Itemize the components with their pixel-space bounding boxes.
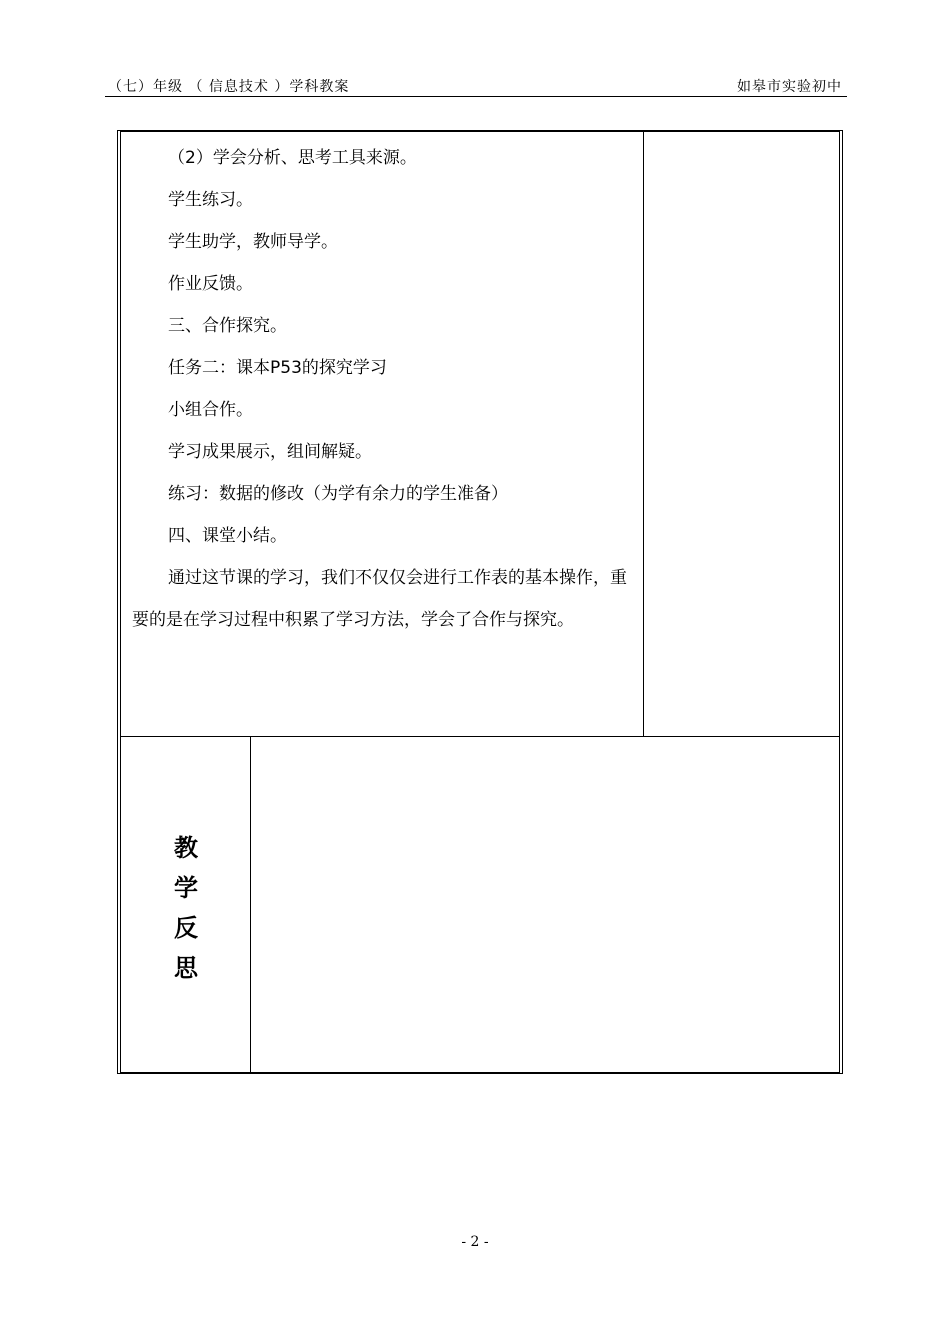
lesson-paragraph: 三、合作探究。 [168, 316, 287, 336]
header-school: 如皋市实验初中 [737, 79, 842, 95]
lesson-paragraph: 任务二：课本P53的探究学习 [168, 358, 387, 378]
header-title: （七）年级 （ 信息技术 ）学科教案 [108, 79, 350, 95]
lesson-paragraph: 练习：数据的修改（为学有余力的学生准备） [168, 484, 508, 504]
lesson-paragraph: 学生助学，教师导学。 [168, 232, 338, 252]
lesson-content [132, 137, 640, 641]
lesson-paragraph: （2）学会分析、思考工具来源。 [168, 148, 417, 168]
lesson-paragraph: 学生练习。 [168, 190, 253, 210]
reflection-label-char: 思 [174, 954, 198, 982]
lesson-summary-paragraph: 通过这节课的学习，我们不仅仅会进行工作表的基本操作，重要的是在学习过程中积累了学习方法，学会了合作与探究。 [132, 568, 627, 630]
notes-column-divider [643, 131, 644, 737]
reflection-label-char: 反 [174, 914, 198, 942]
reflection-label [160, 828, 212, 988]
lesson-paragraph: 作业反馈。 [168, 274, 253, 294]
reflection-label-char: 教 [174, 834, 198, 862]
page-number: - 2 - [461, 1234, 489, 1250]
reflection-label-char: 学 [174, 874, 198, 902]
lesson-paragraph: 学习成果展示，组间解疑。 [168, 442, 372, 462]
reflection-label-divider [250, 737, 251, 1073]
lesson-paragraph: 小组合作。 [168, 400, 253, 420]
header-divider [105, 96, 847, 97]
section-divider [120, 736, 840, 737]
lesson-paragraph: 四、课堂小结。 [168, 526, 287, 546]
